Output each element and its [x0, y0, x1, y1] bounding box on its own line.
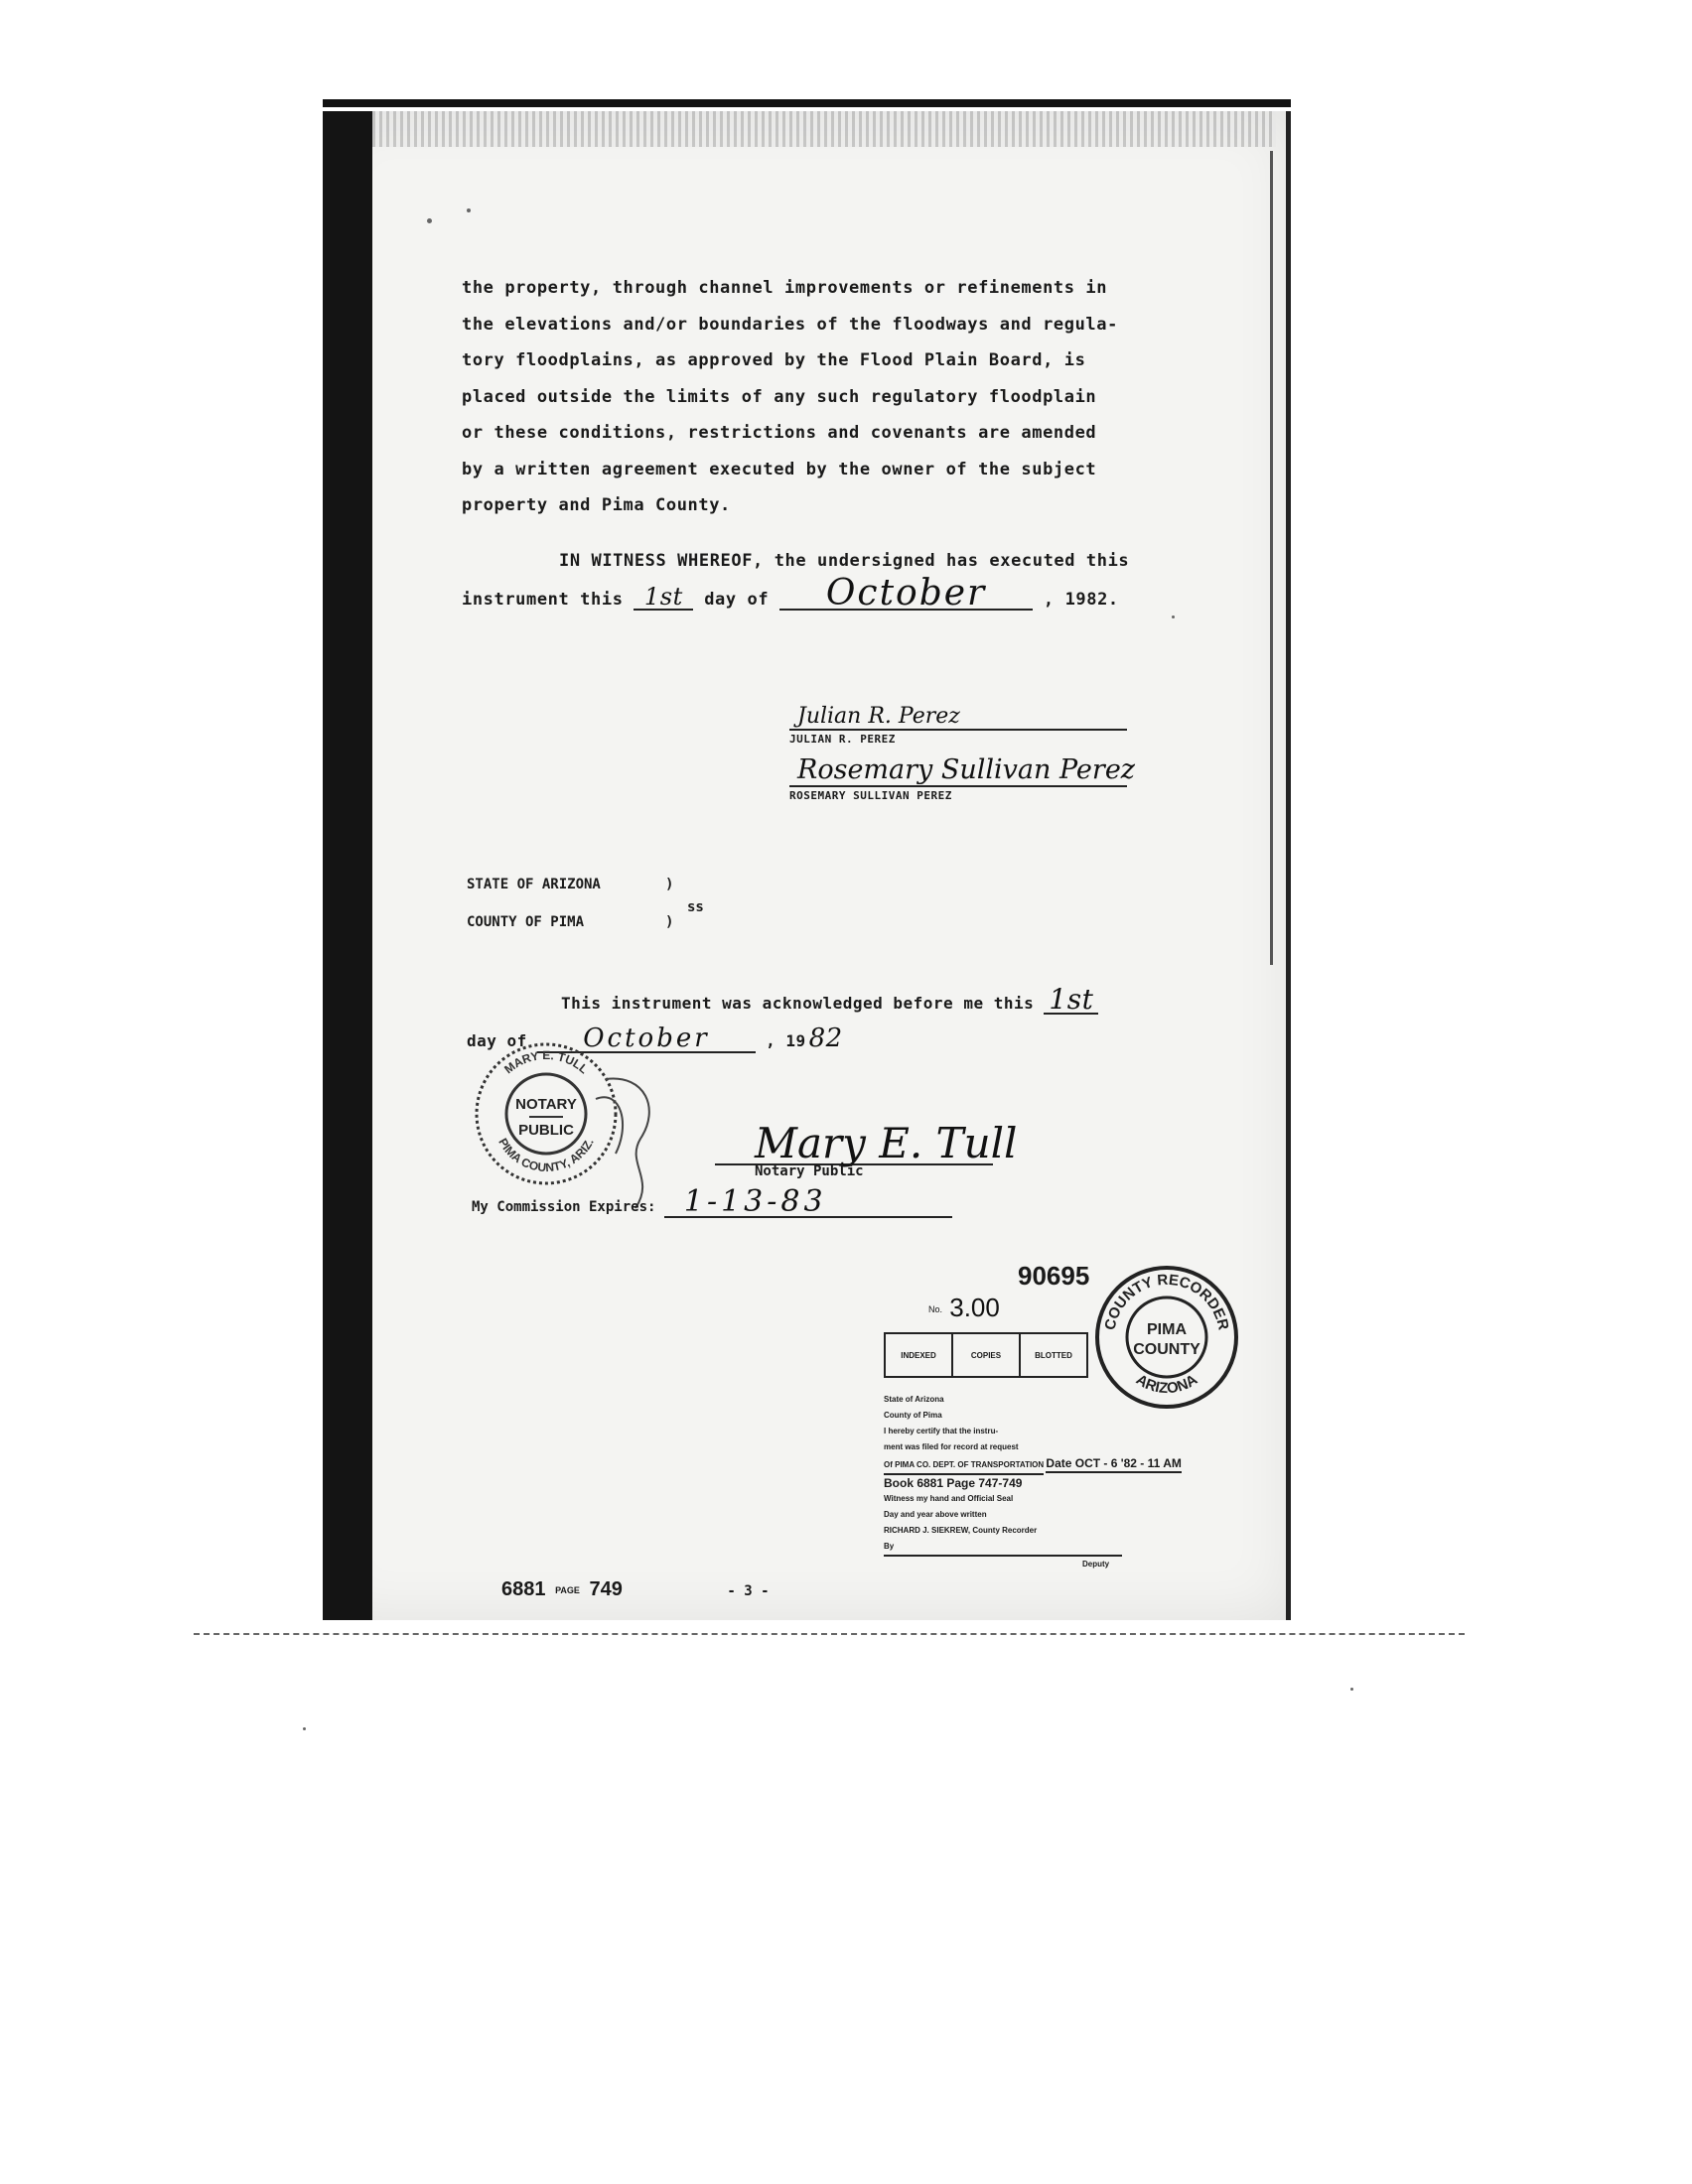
rec-line: State of Arizona	[884, 1395, 944, 1404]
scan-speck	[427, 218, 432, 223]
notary-seal-bottom: PIMA COUNTY, ARIZ.	[495, 1136, 597, 1175]
ack-prefix: day of	[467, 1031, 527, 1050]
witness-prefix: instrument this	[462, 590, 624, 610]
body-line: or these conditions, restrictions and covenants are amended	[462, 423, 1097, 443]
scan-right-mark	[1270, 151, 1273, 965]
signature-line	[789, 746, 1136, 787]
venue-ss: ss	[687, 899, 704, 915]
document-page	[323, 111, 1291, 1620]
page-footer	[501, 1578, 770, 1601]
commission-date: 1-13-83	[664, 1188, 952, 1218]
notary-label: Notary Public	[755, 1163, 864, 1179]
witness-mid: day of	[704, 590, 770, 610]
ack-text: This instrument was acknowledged before me this	[561, 994, 1035, 1013]
rec-line: ment was filed for record at request	[884, 1442, 1019, 1451]
signature-script-rosemary: Rosemary Sullivan Perez	[797, 754, 1136, 785]
scan-speck	[467, 208, 471, 212]
recording-index-table	[884, 1332, 1088, 1378]
scan-top-stripe	[372, 111, 1276, 147]
notary-signature-script: Mary E. Tull	[755, 1119, 1018, 1167]
rec-line: Of PIMA CO. DEPT. OF TRANSPORTATION	[884, 1457, 1044, 1475]
witness-month: October	[779, 579, 1033, 611]
index-cell-copies: COPIES	[952, 1333, 1020, 1377]
venue-state: STATE OF ARIZONA	[467, 877, 601, 892]
rec-line: Witness my hand and Official Seal	[884, 1494, 1014, 1503]
page-frame-top	[323, 99, 1291, 107]
witness-day: 1st	[634, 585, 693, 611]
county-recorder-seal	[1092, 1263, 1241, 1412]
body-line: the elevations and/or boundaries of the floodways and regula-	[462, 314, 1118, 335]
witness-line-1: IN WITNESS WHEREOF, the undersigned has executed this	[559, 551, 1130, 571]
scan-speck	[1172, 615, 1175, 618]
rec-line: I hereby certify that the instru-	[884, 1427, 999, 1435]
recorder-seal-center: PIMA	[1147, 1321, 1187, 1338]
notary-seal-outer: MARY E. TULL	[501, 1047, 591, 1077]
witness-line-2	[462, 573, 1129, 617]
rec-line: County of Pima	[884, 1411, 942, 1420]
footer-page-no: 749	[589, 1578, 623, 1600]
rec-line: Date OCT - 6 '82 - 11 AM	[1046, 1455, 1181, 1473]
grantor-signatures	[789, 677, 1136, 802]
footer-sheet: - 3 -	[727, 1583, 770, 1599]
covenant-paragraph	[462, 270, 1137, 524]
rec-line: Deputy	[1082, 1560, 1110, 1569]
body-line: tory floodplains, as approved by the Flood Plain Board, is	[462, 350, 1086, 370]
rec-line: Book 6881 Page 747-749	[884, 1476, 1023, 1490]
notary-seal-center-bottom: PUBLIC	[518, 1122, 574, 1139]
scan-speck	[1350, 1688, 1353, 1691]
venue-county: COUNTY OF PIMA	[467, 914, 585, 930]
venue-paren: )	[665, 877, 674, 892]
index-cell-indexed: INDEXED	[885, 1333, 952, 1377]
notary-seal-center-top: NOTARY	[515, 1096, 577, 1113]
witness-clause	[462, 543, 1129, 617]
index-cell-blotted: BLOTTED	[1020, 1333, 1087, 1377]
recorder-seal-center: COUNTY	[1133, 1341, 1200, 1358]
scan-left-edge	[323, 111, 372, 1620]
document-number: 90695	[1018, 1261, 1090, 1291]
commission-expiry	[472, 1184, 952, 1219]
signature-line	[789, 677, 1127, 731]
scan-right-edge	[1286, 111, 1291, 1620]
body-line: by a written agreement executed by the owner of the subject	[462, 459, 1097, 479]
rec-line: By	[884, 1539, 1122, 1557]
ack-month: October	[537, 1025, 756, 1053]
ack-line-1	[467, 985, 1098, 1023]
footer-book: 6881	[501, 1578, 546, 1600]
recorder-seal-bottom: ARIZONA	[1132, 1371, 1201, 1398]
recording-certificate	[884, 1392, 1211, 1572]
ack-year-prefix: , 19	[766, 1031, 806, 1050]
rec-line: RICHARD J. SIEKREW, County Recorder	[884, 1526, 1038, 1535]
fee-prefix: No.	[928, 1304, 943, 1315]
ack-day: 1st	[1044, 987, 1098, 1015]
scan-speck	[303, 1727, 306, 1730]
fee-amount: 3.00	[949, 1293, 1000, 1322]
commission-label: My Commission Expires:	[472, 1199, 656, 1215]
signer-name-julian: JULIAN R. PEREZ	[789, 733, 896, 746]
venue-block	[467, 876, 704, 951]
witness-year: , 1982.	[1043, 590, 1119, 610]
scan-bottom-rule	[194, 1633, 1465, 1635]
signer-name-rosemary: ROSEMARY SULLIVAN PEREZ	[789, 789, 952, 802]
notary-signature-line	[715, 1104, 1018, 1167]
body-line: property and Pima County.	[462, 495, 731, 515]
recorder-seal-top: COUNTY RECORDER	[1101, 1271, 1232, 1332]
recording-fee	[928, 1293, 1000, 1323]
body-line: placed outside the limits of any such regulatory floodplain	[462, 386, 1097, 407]
rec-line: Day and year above written	[884, 1510, 987, 1519]
signature-script-julian: Julian R. Perez	[797, 704, 960, 729]
venue-paren: )	[665, 914, 674, 930]
ack-year: 82	[808, 1024, 843, 1053]
body-line: the property, through channel improvements or refinements in	[462, 278, 1108, 298]
footer-bk-label: PAGE	[555, 1584, 580, 1595]
